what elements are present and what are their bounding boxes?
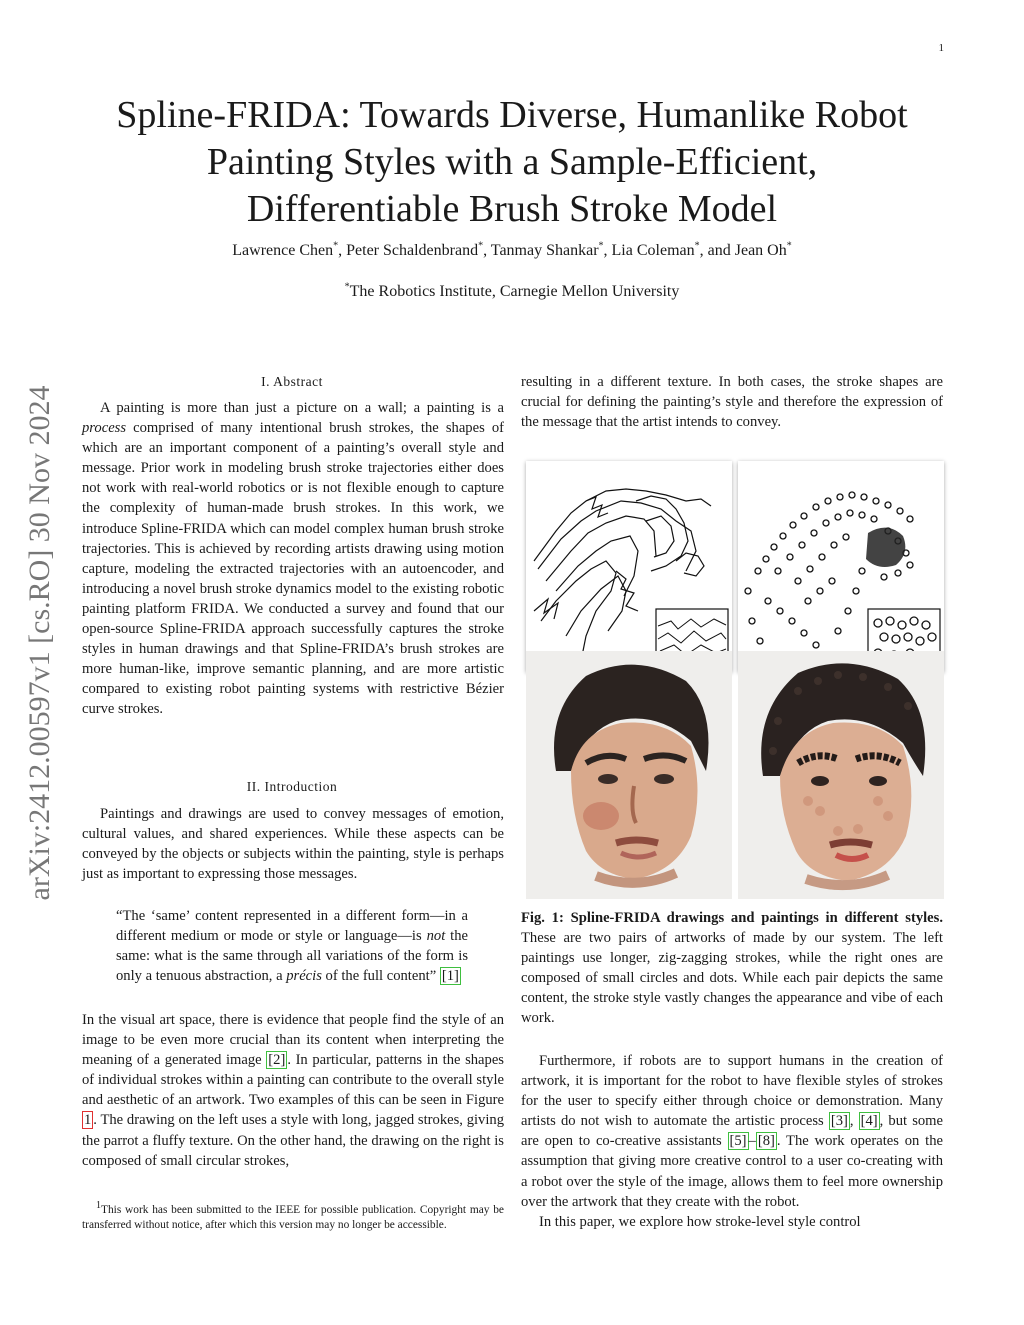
author-name: Lawrence Chen <box>232 242 334 259</box>
body-text: – <box>748 1133 756 1150</box>
citation-link[interactable]: [1] <box>441 968 459 985</box>
parrot-dot-drawing-image <box>738 461 944 672</box>
portrait-stroke-painting-image <box>526 651 732 899</box>
footnote-mark: 1 <box>96 1200 101 1212</box>
figure-label: Fig. 1: <box>521 910 564 926</box>
citation-link[interactable]: [4] <box>860 1113 878 1130</box>
abstract-text: A painting is more than just a picture on a wall; a painting is a <box>100 400 504 416</box>
author-name: Lia Coleman <box>611 242 695 259</box>
abstract-heading: I. Abstract <box>261 374 323 389</box>
author-separator: , <box>483 242 491 259</box>
figure-caption-text: These are two pairs of artworks of made by our system. The left paintings use longer, zig-zagging strokes, while the right ones are composed of small circles and dots. While each pair depicts the same content, the stroke style vastly changes the appearance and vibe of each work. <box>521 930 943 1027</box>
affiliation-mark: * <box>344 281 350 293</box>
quote-emphasis: précis <box>286 968 322 985</box>
abstract-emphasis: process <box>82 420 127 437</box>
author-name: Tanmay Shankar <box>490 242 599 259</box>
author-name: Peter Schaldenbrand <box>346 242 479 259</box>
citation-link[interactable]: [5] <box>729 1133 747 1150</box>
arxiv-stamp-text: arXiv:2412.00597v1 [cs.RO] 30 Nov 2024 <box>23 385 56 901</box>
intro-p1: Paintings and drawings are used to convey messages of emotion, cultural values, and shared experiences. While these aspects can be conveyed by the objects or subjects within the painting, style is perhaps just as important to expressing those messages. <box>82 806 504 883</box>
parrot-line-drawing <box>526 461 732 672</box>
body-text: , but some are open to co-creative assistants <box>521 1113 944 1150</box>
abstract-text: comprised of many intentional brush strokes, the shapes of which are an important component of a painting’s overall style and message. Prior work in modeling brush stroke trajectories either does not work with real-world robotics or is not flexible enough to capture the complexity of human-made brush strokes. In this work, we introduce Spline-FRIDA which can model complex human brush stroke trajectories. This is achieved by recording artists drawing using motion capture, modeling the extracted trajectories with an autoencoder, and introducing a novel brush stroke dynamics model to the existing robotic painting platform FRIDA. We conducted a survey and found that our open-source Spline-FRIDA approach successfully captures the stroke styles in human drawings and that Spline-FRIDA’s brush strokes are more human-like, improve semantic planning, and are more artistic compared to existing robot painting systems with restrictive Bézier curve strokes. <box>82 420 504 718</box>
figure-reference-link[interactable]: 1 <box>84 1112 92 1129</box>
quote-text: “The ‘same’ content represented in a different form—in a different medium or mode or style or language—is <box>116 908 468 945</box>
affiliation <box>80 283 944 301</box>
author-separator: , and <box>699 242 735 259</box>
parrot-line-drawing-image <box>526 461 732 672</box>
parrot-dot-drawing <box>738 461 944 672</box>
intro-text: . The drawing on the left uses a style with long, jagged strokes, giving the parrot a fluffy texture. On the other hand, the drawing on the right is composed of small circular strokes, <box>82 1112 504 1169</box>
paper-title <box>80 92 944 233</box>
quote-text: the same: what is the same through all variations of the form is only a tenuous abstraction, a <box>116 928 468 985</box>
portrait-dot-painting <box>738 651 944 899</box>
figure-1 <box>526 461 942 897</box>
author-separator: , <box>338 242 347 259</box>
author-name: Jean Oh <box>734 242 787 259</box>
intro-paragraph-2 <box>82 1010 504 1171</box>
right-column-top-text: resulting in a different texture. In both cases, the stroke shapes are crucial for defining the painting’s style and therefore the expression of the message that the artist intends to convey. <box>521 374 943 431</box>
citation-link[interactable]: [8] <box>757 1133 775 1150</box>
citation-link[interactable]: [3] <box>830 1113 848 1130</box>
introduction-heading: II. Introduction <box>246 779 338 794</box>
author-mark: * <box>786 240 792 252</box>
figure-caption-title: Spline-FRIDA drawings and paintings in different styles. <box>570 910 943 926</box>
quote-text: of the full content” <box>321 968 440 985</box>
right-column-bottom-text <box>521 1051 943 1232</box>
arxiv-stamp <box>8 343 72 943</box>
abstract-body <box>82 398 504 720</box>
portrait-stroke-painting <box>526 651 732 899</box>
body-text: Furthermore, if robots are to support humans in the creation of artwork, it is important for the robot to have flexible styles of strokes for the user to specify either through choice or demonstration. Many artists do not wish to automate the artistic process <box>521 1053 943 1130</box>
page-number: 1 <box>938 42 944 54</box>
footnote-text: This work has been submitted to the IEEE for possible publication. Copyright may be transferred without notice, after which this version may no longer be accessible. <box>82 1204 504 1231</box>
body-text: . The work operates on the assumption that giving more creative control to a user co-creating with a robot over the style of the image, allows them to feel more ownership over the artwork that they create with the robot. <box>521 1133 943 1210</box>
intro-text: . In particular, patterns in the shapes of individual strokes within a painting can contribute to the overall style and aesthetic of an artwork. Two examples of this can be seen in Figure <box>82 1052 504 1109</box>
citation-link[interactable]: [2] <box>268 1052 286 1069</box>
body-text: In this paper, we explore how stroke-level style control <box>539 1213 861 1230</box>
author-mark: * <box>598 240 604 252</box>
author-mark: * <box>478 240 484 252</box>
author-mark: * <box>694 240 700 252</box>
title-line: Differentiable Brush Stroke Model <box>246 188 778 230</box>
block-quote <box>116 906 468 986</box>
author-separator: , <box>603 242 612 259</box>
title-line: Spline-FRIDA: Towards Diverse, Humanlike Robot <box>116 94 908 136</box>
footnote <box>82 1200 504 1233</box>
body-text: , <box>849 1113 859 1130</box>
affiliation-text: The Robotics Institute, Carnegie Mellon University <box>349 283 680 300</box>
author-list <box>80 242 944 260</box>
intro-paragraph <box>82 804 504 884</box>
title-line: Painting Styles with a Sample-Efficient, <box>206 141 818 183</box>
portrait-dot-painting-image <box>738 651 944 899</box>
quote-emphasis: not <box>426 928 446 945</box>
figure-caption <box>521 908 943 1029</box>
intro-text: In the visual art space, there is evidence that people find the style of an image to be even more crucial than its content when interpreting the meaning of a generated image <box>82 1012 504 1069</box>
author-mark: * <box>333 240 339 252</box>
